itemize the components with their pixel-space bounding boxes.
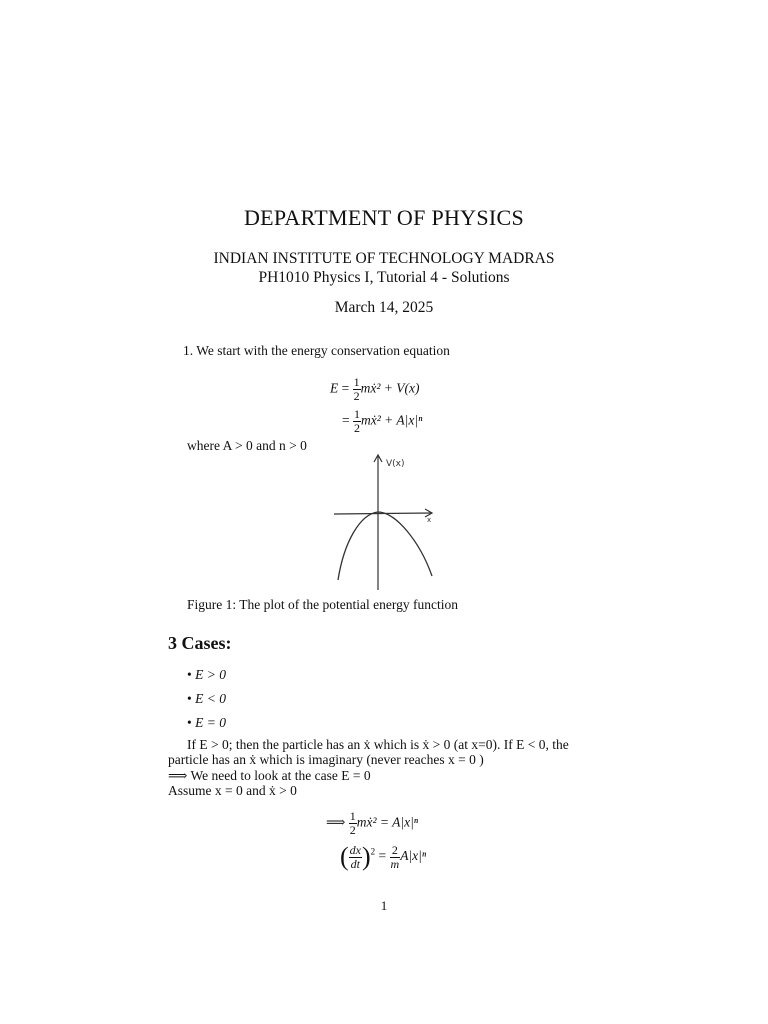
document-date: March 14, 2025 [334,299,434,316]
eq3-rhs: mẋ² = A|x|ⁿ [356,814,419,830]
fraction-dx-dt: $\frac{dx}{dt}$ [349,842,361,871]
discussion-line-1: If E > 0; then the particle has an ẋ which is ẋ > 0 (at x=0). If E < 0, the [187,737,569,752]
equation-energy-1: E = $\frac{1}{2}$ mẋ² + V(x) [330,375,420,403]
equation-4: ( $\frac{dx}{dt}$ )$^2$ = $\frac{2}{m}$ A|x|ⁿ [340,842,427,871]
potential-curve [338,512,432,580]
page-title: DEPARTMENT OF PHYSICS [243,205,525,230]
figure-caption: Figure 1: The plot of the potential energy function [187,597,458,612]
page-number: 1 [380,898,388,913]
discussion-line-2: particle has an ẋ which is imaginary (never reaches x = 0 ) [168,752,484,767]
discussion-line-3: ⟹ We need to look at the case E = 0 [168,768,371,783]
discussion-line-4: Assume x = 0 and ẋ > 0 [168,783,297,798]
eq4-rhs: A|x|ⁿ [400,848,427,864]
problem-1-intro [183,343,450,359]
list-item: • E > 0 [187,667,226,682]
list-item: • E < 0 [187,691,226,706]
equation-energy-2: = $\frac{1}{2}$ mẋ² + A|x|ⁿ [342,407,423,435]
potential-energy-figure [330,452,438,592]
equation-3 [326,810,418,837]
fraction-2-over-m: $\frac{2}{m}$ [390,842,400,871]
x-axis-label: x [427,516,432,524]
eq2-rhs: mẋ² + A|x|ⁿ [361,412,423,428]
implies-symbol: ⟹ [326,814,346,830]
fraction-half: $\frac{1}{2}$ [349,809,356,837]
course-title: PH1010 Physics I, Tutorial 4 - Solutions [258,269,510,286]
problem-number: 1. [183,343,194,358]
where-condition: where A > 0 and n > 0 [187,438,307,453]
fraction-half: $\frac{1}{2}$ [354,407,360,435]
section-heading: 3 Cases: [168,633,232,653]
institute-name: INDIAN INSTITUTE OF TECHNOLOGY MADRAS [213,250,555,267]
eq1-lhs: E [330,380,339,396]
y-axis-label: V(x) [386,459,405,469]
eq1-rhs: mẋ² + V(x) [360,380,420,396]
fraction-half: $\frac{1}{2}$ [353,375,360,403]
problem-intro-text: We start with the energy conservation equation [196,343,450,358]
list-item: • E = 0 [187,715,226,730]
